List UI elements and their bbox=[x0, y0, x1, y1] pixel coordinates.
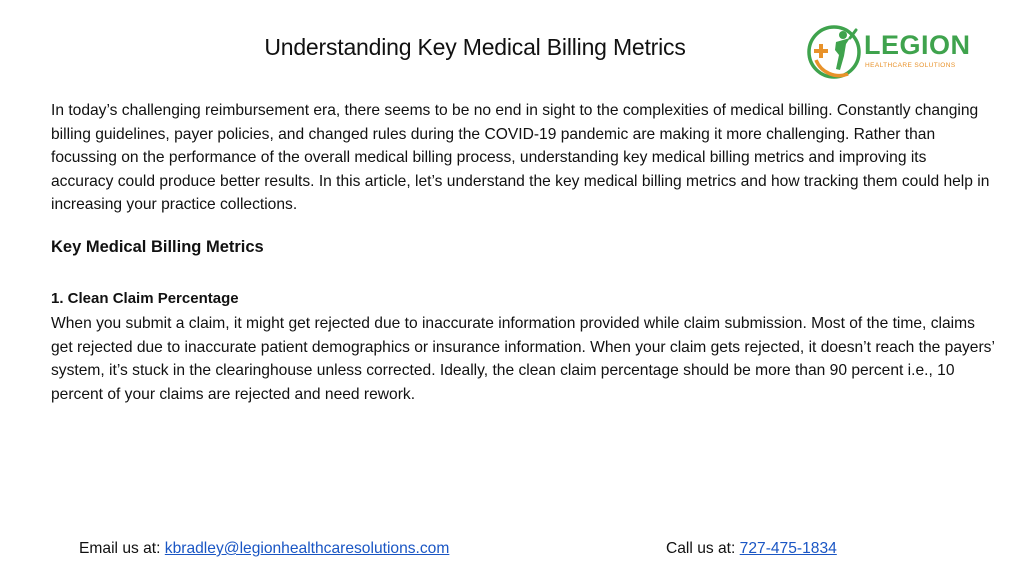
footer-email bbox=[79, 540, 449, 558]
intro-paragraph: In today’s challenging reimbursement era, there seems to be no end in sight to the complexities of medical billing. Constantly changing billing guidelines, payer policies, and changed rules during the COVID-19 pandemic are making it more challenging. Rather than focussing on the performance of the overall medical billing process, understanding key medical billing metrics and improving its accuracy could produce better results. In this article, let’s understand the key medical billing metrics and how tracking them could help in increasing your practice collections. bbox=[51, 102, 990, 213]
metric-heading: 1. Clean Claim Percentage bbox=[51, 290, 239, 307]
footer-phone bbox=[666, 540, 837, 558]
logo-tagline: HEALTHCARE SOLUTIONS bbox=[865, 62, 956, 69]
phone-label: Call us at: bbox=[666, 540, 740, 557]
page-title: Understanding Key Medical Billing Metrics bbox=[264, 34, 686, 60]
legion-emblem-icon bbox=[806, 22, 862, 82]
metric-paragraph: When you submit a claim, it might get rejected due to inaccurate information provided while claim submission. Most of the time, claims get rejected due to inaccurate patient demographics or insurance information. When your claim gets rejected, it doesn’t reach the payers’ system, it’s stuck in the clearinghouse unless corrected. Ideally, the clean claim percentage should be more than 90 percent i.e., 10 percent of your claims are rejected and need rework. bbox=[51, 315, 995, 403]
phone-link[interactable]: 727-475-1834 bbox=[739, 540, 837, 557]
email-label: Email us at: bbox=[79, 540, 165, 557]
logo-wordmark: LEGION bbox=[864, 30, 971, 60]
intro-section bbox=[51, 99, 991, 217]
section-heading: Key Medical Billing Metrics bbox=[51, 238, 264, 256]
email-link[interactable]: kbradley@legionhealthcaresolutions.com bbox=[164, 540, 450, 557]
legion-logo bbox=[806, 22, 986, 82]
